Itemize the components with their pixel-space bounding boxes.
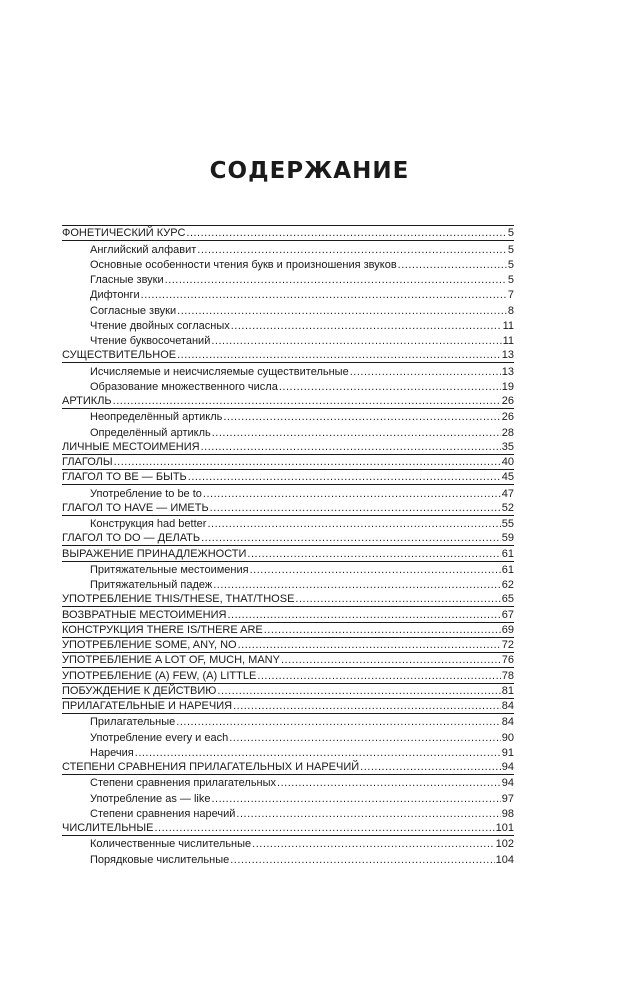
toc-subsection[interactable] <box>62 333 514 348</box>
toc-page-number: 45 <box>501 471 514 484</box>
toc-page-number: 84 <box>501 700 514 712</box>
dot-leader <box>238 639 501 652</box>
toc-subsection[interactable] <box>62 241 514 256</box>
toc-subsection[interactable] <box>62 790 514 805</box>
toc-subsection[interactable] <box>62 272 514 287</box>
toc-entry-title: ГЛАГОЛ TO DO — ДЕЛАТЬ <box>62 532 201 545</box>
toc-subsection[interactable] <box>62 485 514 500</box>
toc-page-number: 11 <box>502 319 514 332</box>
dot-leader <box>264 624 501 637</box>
toc-page-number: 90 <box>501 731 514 744</box>
toc-entry-title: Количественные числительные <box>90 838 252 851</box>
dot-leader <box>281 654 501 667</box>
toc-page-number: 84 <box>501 716 514 729</box>
toc-entry-title: АРТИКЛЬ <box>62 395 112 407</box>
toc-subsection[interactable] <box>62 806 514 821</box>
toc-subsection[interactable] <box>62 409 514 424</box>
dot-leader <box>277 777 501 790</box>
toc-entry-title: Притяжательный падеж <box>90 579 213 591</box>
toc-page-number: 76 <box>501 654 514 667</box>
toc-entry-title: СТЕПЕНИ СРАВНЕНИЯ ПРИЛАГАТЕЛЬНЫХ И НАРЕЧИЙ <box>62 761 360 773</box>
dot-leader <box>176 716 500 729</box>
toc-subsection[interactable] <box>62 562 514 577</box>
toc-page-number: 61 <box>501 563 514 576</box>
toc-entry-title: Основные особенности чтения букв и произношения звуков <box>90 258 397 271</box>
toc-page-number: 5 <box>507 274 514 286</box>
dot-leader <box>279 381 501 394</box>
toc-entry-title: Гласные звуки <box>90 274 164 286</box>
dot-leader <box>350 366 501 379</box>
toc-entry-title: Конструкция had better <box>90 518 207 530</box>
toc-page-number: 65 <box>501 593 514 606</box>
toc-section[interactable] <box>62 546 514 561</box>
toc-entry-title: УПОТРЕБЛЕНИЕ A LOT OF, MUCH, MANY <box>62 654 280 667</box>
toc-page-number: 19 <box>501 380 514 393</box>
toc-entry-title: ЛИЧНЫЕ МЕСТОИМЕНИЯ <box>62 440 200 453</box>
toc-page-number: 13 <box>501 365 514 378</box>
toc-entry-title: Употребление every и each <box>90 731 229 744</box>
dot-leader <box>213 579 501 592</box>
toc-entry-title: Неопределённый артикль <box>90 411 223 424</box>
toc-subsection[interactable] <box>62 775 514 790</box>
toc-subsection[interactable] <box>62 714 514 729</box>
toc-entry-title: УПОТРЕБЛЕНИЕ (A) FEW, (A) LITTLE <box>62 669 257 682</box>
toc-page-number: 101 <box>495 822 514 834</box>
toc-entry-title: Степени сравнения наречий <box>90 807 236 820</box>
toc-entry-title: ФОНЕТИЧЕСКИЙ КУРС <box>62 227 186 240</box>
toc-page-number: 81 <box>501 684 514 697</box>
toc-section[interactable] <box>62 470 514 485</box>
toc-page-number: 52 <box>501 501 514 514</box>
toc-entry-title: Чтение буквосочетаний <box>90 335 211 347</box>
toc-page-number: 102 <box>495 838 514 851</box>
dot-leader <box>188 471 501 484</box>
toc-page-number: 7 <box>507 289 514 302</box>
toc-page-number: 5 <box>507 243 514 256</box>
dot-leader <box>230 854 494 867</box>
toc-subsection[interactable] <box>62 287 514 302</box>
toc-section[interactable] <box>62 653 514 668</box>
toc-subsection[interactable] <box>62 516 514 531</box>
toc-page-number: 97 <box>501 792 514 805</box>
dot-leader <box>231 320 502 333</box>
toc-page-number: 5 <box>507 227 514 240</box>
toc-entry-title: КОНСТРУКЦИЯ THERE IS/THERE ARE <box>62 623 263 636</box>
dot-leader <box>165 274 507 287</box>
toc-entry-title: Наречия <box>90 746 134 759</box>
toc-subsection[interactable] <box>62 257 514 272</box>
toc-section[interactable] <box>62 623 514 638</box>
toc-subsection[interactable] <box>62 729 514 744</box>
dot-leader <box>203 488 501 501</box>
toc-subsection[interactable] <box>62 745 514 760</box>
toc-subsection[interactable] <box>62 577 514 592</box>
toc-entry-title: Употребление as — like <box>90 792 211 805</box>
dot-leader <box>197 244 507 257</box>
toc-page-number: 47 <box>501 487 514 500</box>
dot-leader <box>233 700 501 713</box>
dot-leader <box>360 761 501 774</box>
dot-leader <box>201 532 501 545</box>
toc-section[interactable] <box>62 501 514 516</box>
toc-page-number: 8 <box>507 304 514 317</box>
toc-subsection[interactable] <box>62 363 514 378</box>
toc-section[interactable] <box>62 607 514 622</box>
toc-page-number: 59 <box>501 532 514 545</box>
toc-entry-title: Образование множественного числа <box>90 380 278 393</box>
toc-section[interactable] <box>62 760 514 775</box>
toc-section[interactable] <box>62 699 514 714</box>
toc-entry-title: ГЛАГОЛ TO BE — БЫТЬ <box>62 471 187 484</box>
dot-leader <box>250 564 501 577</box>
dot-leader <box>177 349 501 362</box>
toc-page-number: 98 <box>501 807 514 820</box>
toc-page-number: 26 <box>501 411 514 424</box>
toc-page-number: 11 <box>502 335 514 347</box>
toc-entry-title: Прилагательные <box>90 716 176 729</box>
toc-page-number: 26 <box>501 395 514 407</box>
dot-leader <box>207 518 500 531</box>
toc-entry-title: Определённый артикль <box>90 426 211 439</box>
dot-leader <box>210 502 501 515</box>
dot-leader <box>295 593 500 606</box>
toc-page-number: 91 <box>501 746 514 759</box>
toc-page-number: 72 <box>501 639 514 651</box>
toc-section[interactable] <box>62 226 514 241</box>
dot-leader <box>113 395 501 408</box>
dot-leader <box>247 548 500 561</box>
toc-subsection[interactable] <box>62 424 514 439</box>
toc-page-number: 13 <box>501 349 514 362</box>
toc-page-number: 69 <box>501 623 514 636</box>
toc-page-number: 67 <box>501 608 514 621</box>
toc-page-number: 28 <box>501 426 514 439</box>
toc-entry-title: ВЫРАЖЕНИЕ ПРИНАДЛЕЖНОСТИ <box>62 547 247 560</box>
dot-leader <box>217 685 500 698</box>
toc-page-number: 40 <box>501 456 514 468</box>
toc-section[interactable] <box>62 592 514 607</box>
toc-entry-title: ЧИСЛИТЕЛЬНЫЕ <box>62 822 154 834</box>
toc-section[interactable] <box>62 455 514 470</box>
toc-subsection[interactable] <box>62 302 514 317</box>
toc-entry-title: УПОТРЕБЛЕНИЕ THIS/THESE, THAT/THOSE <box>62 593 295 606</box>
toc-page-number: 78 <box>501 669 514 682</box>
toc-section[interactable] <box>62 440 514 455</box>
dot-leader <box>257 670 500 683</box>
toc-entry-title: ГЛАГОЛЫ <box>62 456 113 468</box>
toc-entry-title: ПРИЛАГАТЕЛЬНЫЕ И НАРЕЧИЯ <box>62 700 233 712</box>
dot-leader <box>186 227 506 240</box>
dot-leader <box>201 441 501 454</box>
dot-leader <box>211 335 501 348</box>
dot-leader <box>177 305 507 318</box>
toc-page-number: 55 <box>501 518 514 530</box>
dot-leader <box>114 456 501 469</box>
toc-section[interactable] <box>62 348 514 363</box>
toc-entry-title: Чтение двойных согласных <box>90 319 230 332</box>
dot-leader <box>227 609 500 622</box>
toc-entry-title: УПОТРЕБЛЕНИЕ SOME, ANY, NO <box>62 639 237 651</box>
dot-leader <box>398 259 507 272</box>
table-of-contents <box>62 225 514 867</box>
dot-leader <box>236 808 500 821</box>
page-title: СОДЕРЖАНИЕ <box>209 158 410 184</box>
toc-entry-title: Порядковые числительные <box>90 853 230 866</box>
toc-entry-title: ВОЗВРАТНЫЕ МЕСТОИМЕНИЯ <box>62 608 227 621</box>
toc-page-number: 35 <box>501 440 514 453</box>
dot-leader <box>252 838 494 851</box>
toc-entry-title: Английский алфавит <box>90 243 197 256</box>
dot-leader <box>211 793 500 806</box>
toc-page-number: 104 <box>495 853 514 866</box>
dot-leader <box>154 822 494 835</box>
toc-subsection[interactable] <box>62 851 514 866</box>
toc-section[interactable] <box>62 684 514 699</box>
dot-leader <box>223 411 500 424</box>
toc-subsection[interactable] <box>62 318 514 333</box>
toc-page-number: 61 <box>501 547 514 560</box>
toc-subsection[interactable] <box>62 379 514 394</box>
toc-entry-title: ПОБУЖДЕНИЕ К ДЕЙСТВИЮ <box>62 684 217 697</box>
toc-section[interactable] <box>62 821 514 836</box>
toc-section[interactable] <box>62 394 514 409</box>
dot-leader <box>135 747 501 760</box>
toc-page-number: 62 <box>501 579 514 591</box>
toc-page-number: 94 <box>501 761 514 773</box>
dot-leader <box>212 427 501 440</box>
toc-entry-title: ГЛАГОЛ TO HAVE — ИМЕТЬ <box>62 501 209 514</box>
toc-entry-title: Исчисляемые и неисчисляемые существительные <box>90 365 349 378</box>
dot-leader <box>229 732 501 745</box>
toc-entry-title: Дифтонги <box>90 289 140 302</box>
toc-section[interactable] <box>62 668 514 683</box>
toc-entry-title: Степени сравнения прилагательных <box>90 777 277 790</box>
toc-page-number: 94 <box>501 777 514 790</box>
toc-entry-title: Притяжательные местоимения <box>90 563 249 576</box>
toc-page-number: 5 <box>507 258 514 271</box>
toc-entry-title: СУЩЕСТВИТЕЛЬНОЕ <box>62 349 177 362</box>
toc-section[interactable] <box>62 638 514 653</box>
toc-section[interactable] <box>62 531 514 546</box>
toc-subsection[interactable] <box>62 836 514 851</box>
toc-entry-title: Согласные звуки <box>90 304 177 317</box>
toc-entry-title: Употребление to be to <box>90 487 202 500</box>
dot-leader <box>141 289 507 302</box>
